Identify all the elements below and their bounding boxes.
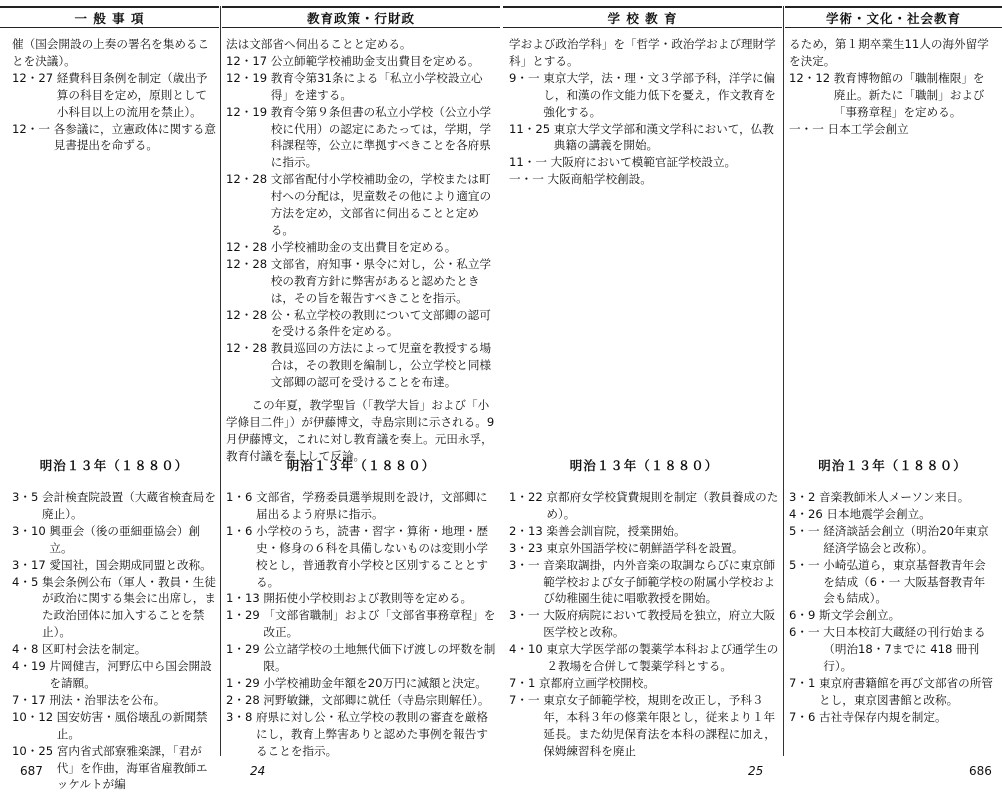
entry-text: 東京外国語学校に朝鮮語学科を設置。 (546, 540, 744, 555)
entry-text: 教員巡回の方法によって児童を教授する場合は，その教則を編制し，公立学校と同様文部卿の認可を受けることを布達。 (270, 341, 492, 390)
entry-date: 3・一 (509, 608, 544, 623)
chronology-entry (226, 590, 496, 607)
column-culture (789, 28, 996, 760)
chronology-entry (226, 239, 496, 256)
chronology-entry (509, 557, 779, 608)
entry-text: 東京女子師範学校，規則を改正し，予科３年，本科３年の修業年限とし，従来より１年延長。また幼児保育法を本科の課程に加え，保姆練習科を廃止 (543, 692, 776, 758)
entry-text: 教育博物館の「職制権限」を廃止。新たに「職制」および「事務章程」を定める。 (833, 70, 985, 119)
chronology-entry (226, 675, 496, 692)
year-label: 明治１３年（１８８０） (818, 458, 967, 473)
chronology-entry (509, 70, 779, 121)
entry-text: 日本工学会創立 (827, 121, 909, 136)
entry-date: 1・29 (226, 675, 264, 690)
chronology-entry (509, 675, 779, 692)
entry-text: 区町村会法を制定。 (42, 642, 147, 657)
entry-text: 集会条例公布（軍人・教員・生徒が政治に関する集会に出席し，また政治団体に加入することを禁止）。 (42, 574, 216, 640)
left-page (0, 0, 500, 792)
chronology-entry (509, 692, 779, 760)
chronology-entry (789, 489, 996, 506)
entry-date: 4・19 (12, 659, 50, 674)
entry-date: 7・1 (509, 675, 540, 690)
chronology-entry (226, 70, 496, 104)
entry-date: 1・13 (226, 591, 264, 606)
chronology-entry (226, 692, 496, 709)
entry-text: るため，第１期卒業生11人の海外留学を決定。 (789, 37, 989, 68)
year-label: 明治１３年（１８８０） (39, 458, 189, 473)
chronology-entry (12, 523, 216, 557)
page-number-686: 686 (969, 764, 992, 778)
chronology-entry (226, 523, 496, 591)
entry-date: 4・10 (509, 642, 547, 657)
culture-lower (789, 489, 996, 726)
entry-text: 宮内省式部寮雅楽課，「君が代」を作曲，海軍省雇教師エッケルトが編 (56, 743, 208, 792)
entry-text: 教育令第31条による「私立小学校設立心得」を達する。 (270, 70, 483, 102)
entry-text: 法は文部省へ伺出ることと定める。 (226, 37, 412, 51)
chronology-entry (509, 523, 779, 540)
entry-text: 東京大学医学部の製薬学本科および通学生の２教場を合併して製薬学科とする。 (546, 642, 779, 674)
entry-text: 大阪商船学校創設。 (547, 172, 652, 187)
entry-text: 国安妨害・風俗壊乱の新聞禁止。 (56, 709, 208, 741)
entry-text: 学および政治学科」を「哲学・政治学および理財学科」とする。 (509, 37, 776, 68)
chronology-entry (12, 557, 216, 574)
chronology-entry (509, 121, 779, 155)
entry-date: 12・12 (789, 70, 834, 85)
chronology-entry (226, 307, 496, 341)
column-divider (783, 6, 784, 756)
chronology-entry (789, 709, 996, 726)
chronology-entry (789, 506, 996, 523)
entry-date: 7・17 (12, 692, 50, 707)
chronology-entry (509, 154, 779, 171)
chronology-entry (226, 53, 496, 70)
entry-text: 河野敏鎌，文部卿に就任（寺島宗則解任）。 (263, 692, 490, 707)
entry-date: 12・19 (226, 70, 271, 85)
chronology-entry (12, 489, 216, 523)
chronology-entry (509, 489, 779, 523)
chronology-entry (509, 540, 779, 557)
entry-text: 小学校補助金年額を20万円に減額と決定。 (263, 675, 487, 690)
entry-date: 7・6 (789, 709, 820, 724)
entry-date: 7・一 (509, 692, 544, 707)
entry-date: 4・26 (789, 506, 827, 521)
entry-text: 楽善会訓盲院，授業開始。 (546, 523, 686, 538)
entry-date: 2・13 (509, 523, 547, 538)
policy-note: この年夏，教学聖旨（「教学大旨」および「小学條目二件」）が伊藤博文，寺島宗則に示される。9月伊藤博文，これに対し教育議を奏上。元田永孚，教育付議を奏上して反論。 (226, 398, 495, 463)
right-page (503, 0, 1002, 778)
school-lower (509, 489, 779, 760)
chronology-entry (12, 36, 216, 70)
entry-date: 6・9 (789, 608, 820, 623)
chronology-entry (12, 692, 216, 709)
chronology-entry (12, 658, 216, 692)
chronology-entry (226, 489, 496, 523)
chronology-entry (12, 121, 216, 155)
entry-date: 3・10 (12, 523, 50, 538)
chronology-entry (789, 624, 996, 675)
column-divider (220, 6, 221, 756)
entry-date: 11・一 (509, 155, 551, 170)
entry-text: 片岡健吉，河野広中ら国会開設を請願。 (49, 659, 212, 690)
chronology-entry (226, 36, 496, 53)
entry-date: 一・一 (789, 121, 828, 136)
entry-text: 大阪府病院において教授局を独立，府立大阪医学校と改称。 (543, 608, 776, 640)
column-school (509, 28, 779, 760)
entry-date: 12・19 (226, 104, 271, 119)
chronology-entry (226, 256, 496, 307)
entry-text: 開拓使小学校則および教則等を定める。 (263, 591, 473, 606)
chronology-entry (226, 607, 496, 641)
chronology-entry (789, 607, 996, 624)
entry-text: 古社寺保存内規を制定。 (819, 709, 947, 724)
entry-date: 3・5 (12, 490, 43, 504)
entry-text: 興亜会（後の亜細亜協会）創立。 (49, 523, 201, 555)
entry-date: 5・一 (789, 557, 824, 572)
entry-date: 3・一 (509, 557, 544, 572)
entry-date: 2・28 (226, 692, 264, 707)
entry-date: 1・6 (226, 523, 257, 538)
chronology-entry (12, 574, 216, 642)
general-upper (12, 36, 216, 154)
entry-date: 11・25 (509, 121, 554, 136)
year-label: 明治１３年（１８８０） (569, 458, 719, 473)
school-upper (509, 36, 779, 188)
entry-text: 斯文学会創立。 (819, 608, 901, 623)
chronology-entry (226, 709, 496, 760)
entry-text: 公・私立学校の教則について文部卿の認可を受ける条件を定める。 (270, 307, 491, 339)
entry-text: 愛国社，国会期成同盟と改称。 (49, 557, 212, 572)
entry-text: 公立師範学校補助金支出費目を定める。 (270, 53, 480, 68)
entry-date: 4・8 (12, 642, 43, 657)
entry-text: 各参議に，立憲政体に関する意見書提出を命ずる。 (53, 121, 216, 153)
entry-text: 会計検査院設置（大蔵省検査局を廃止）。 (42, 490, 216, 521)
entry-text: 東京府書籍館を再び文部省の所管とし，東京図書館と改称。 (819, 675, 993, 707)
entry-date: 12・一 (12, 121, 54, 136)
entry-date: 6・一 (789, 625, 824, 640)
entry-text: 小学校補助金の支出費目を定める。 (270, 239, 457, 254)
policy-upper (226, 36, 496, 391)
chronology-entry (12, 641, 216, 658)
entry-date: 4・5 (12, 574, 43, 589)
entry-text: 府県に対し公・私立学校の教則の審査を厳格にし，教育上弊害ありと認めた事例を報告することを指示。 (256, 709, 488, 758)
entry-date: 3・2 (789, 490, 820, 504)
general-lower (12, 489, 216, 793)
header-policy: 教育政策・行財政 (222, 6, 500, 28)
chronology-entry (12, 709, 216, 743)
entry-date: 5・一 (789, 523, 824, 538)
entry-date: 1・22 (509, 490, 547, 504)
chronology-entry (789, 523, 996, 557)
policy-lower (226, 489, 496, 760)
entry-text: 小崎弘道ら，東京基督教青年会を結成（6・一 大阪基督教青年会も結成）。 (823, 557, 986, 606)
chronology-entry (12, 70, 216, 121)
entry-text: 「文部省職制」および「文部省事務章程」を改正。 (263, 608, 496, 640)
chronology-entry (509, 171, 779, 188)
entry-date: 1・29 (226, 642, 264, 657)
entry-date: 3・17 (12, 557, 50, 572)
header-school: 学 校 教 育 (503, 6, 782, 28)
chronology-entry (789, 675, 996, 709)
entry-text: 文部省，学務委員選挙規則を設け，文部卿に届出るよう府県に指示。 (256, 490, 488, 521)
chronology-entry (789, 121, 996, 138)
entry-text: 東京大学文学部和漢文学科において，仏教典籍の講義を開始。 (553, 121, 774, 153)
entry-text: 小学校のうち，読書・習字・算術・地理・歴史・修身の６科を具備しないものは変則小学校とし，普通教育小学校と区別することとする。 (256, 523, 488, 589)
culture-upper (789, 36, 996, 137)
entry-date: 3・23 (509, 540, 547, 555)
entry-text: 東京大学，法・理・文３学部予科，洋学に偏し，和漢の作文能力低下を憂え，作文教育を強化する。 (543, 70, 776, 119)
entry-text: 京都府立画学校開校。 (539, 675, 655, 690)
year-label: 明治１３年（１８８０） (286, 458, 436, 473)
entry-text: 公立諸学校の土地無代価下げ渡しの坪数を制限。 (263, 642, 496, 674)
entry-text: 文部省配付小学校補助金の，学校または町村への分配は，児童数その他により適宜の方法を定め，文部省に伺出ることと定める。 (270, 172, 492, 237)
page-number-687: 687 (20, 764, 43, 778)
entry-date: 1・6 (226, 490, 257, 504)
entry-text: 大日本校訂大蔵経の刊行始まる（明治18・7までに 418 冊刊行）。 (823, 625, 986, 674)
entry-date: 1・29 (226, 608, 264, 623)
chronology-entry (789, 36, 996, 70)
chronology-entry (509, 641, 779, 675)
entry-text: 経済談話会創立（明治20年東京経済学協会と改称）。 (823, 523, 989, 555)
entry-text: 催（国会開設の上奏の署名を集めることを決議）。 (12, 37, 210, 68)
column-policy (226, 28, 496, 760)
entry-date: 12・28 (226, 172, 271, 187)
entry-text: 音楽教師米人メーソン来日。 (819, 490, 970, 504)
header-culture: 学術・文化・社会教育 (785, 6, 1002, 28)
entry-text: 大阪府において模範官証学校設立。 (550, 155, 737, 170)
entry-date: 12・28 (226, 256, 271, 271)
entry-date: 9・一 (509, 70, 544, 85)
entry-date: 12・27 (12, 70, 57, 85)
header-general: 一 般 事 項 (0, 6, 219, 28)
entry-text: 刑法・治罪法を公布。 (49, 692, 166, 707)
entry-text: 日本地震学会創立。 (826, 506, 931, 521)
page-number-24: 24 (250, 764, 266, 778)
entry-date: 12・28 (226, 341, 271, 356)
chronology-entry (226, 340, 496, 391)
entry-date: 12・17 (226, 53, 271, 68)
entry-text: 教育令第９条但書の私立小学校（公立小学校に代用）の認定にあたっては，学期，学科課程等，公立に準拠すべきことを各府県に指示。 (270, 104, 492, 170)
chronology-entry (226, 104, 496, 172)
entry-text: 音楽取調掛，内外音楽の取調ならびに東京師範学校および女子師範学校の附属小学校および幼稚園生徒に唱歌教授を開始。 (543, 557, 776, 606)
chronology-entry (226, 171, 496, 239)
entry-date: 10・12 (12, 709, 57, 724)
chronology-entry (509, 36, 779, 70)
entry-date: 一・一 (509, 172, 548, 187)
entry-date: 7・1 (789, 675, 820, 690)
chronology-entry (789, 70, 996, 121)
chronology-entry (509, 607, 779, 641)
chronology-entry (226, 641, 496, 675)
entry-date: 12・28 (226, 307, 271, 322)
entry-date: 12・28 (226, 239, 271, 254)
page-number-25: 25 (748, 764, 764, 778)
entry-date: 10・25 (12, 743, 57, 758)
entry-date: 3・8 (226, 709, 257, 724)
entry-text: 経費科目条例を制定（歳出予算の科目を定め，原則として小科目以上の流用を禁止）。 (56, 70, 208, 119)
entry-text: 文部省，府知事・県令に対し，公・私立学校の教育方針に弊害があると認めたときは，その旨を報告すべきことを指示。 (270, 256, 492, 305)
entry-text: 京都府女学校貸費規則を制定（教員養成のため）。 (546, 490, 779, 521)
chronology-entry (789, 557, 996, 608)
